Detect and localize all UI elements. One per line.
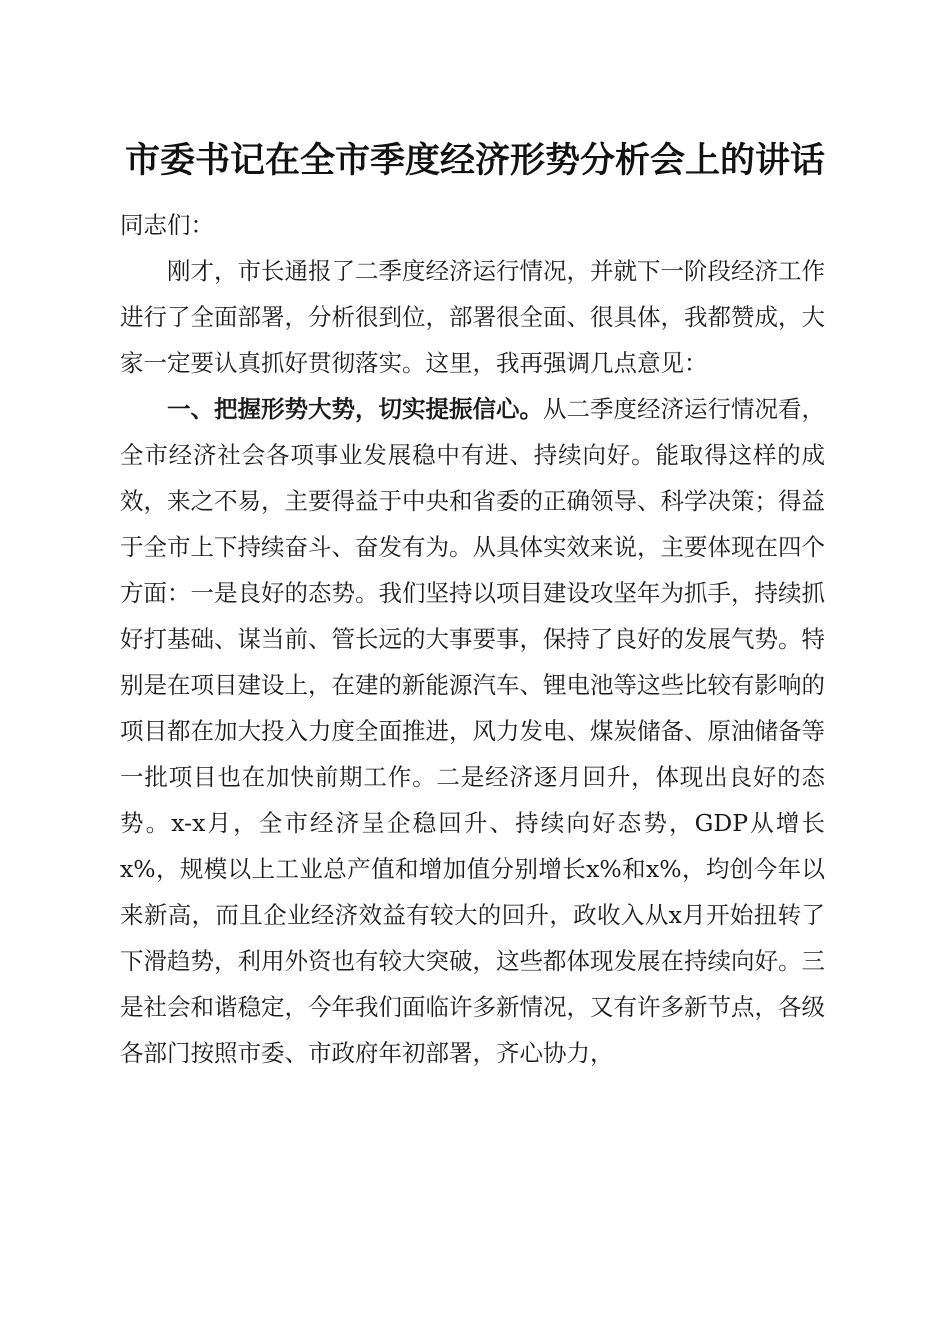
document-title: 市委书记在全市季度经济形势分析会上的讲话 — [124, 140, 825, 181]
section-1-body: 从二季度经济运行情况看，全市经济社会各项事业发展稳中有进、持续向好。能取得这样的成效，来之不易，主要得益于中央和省委的正确领导、科学决策；得益于全市上下持续奋斗、奋发有为。从具体实效来说，主要体现在四个方面：一是良好的态势。我们坚持以项目建设攻坚年为抓手，持续抓好打基础、谋当前、管长远的大事要事，保持了良好的发展气势。特别是在项目建设上，在建的新能源汽车、锂电池等这些比较有影响的项目都在加大投入力度全面推进，风力发电、煤炭储备、原油储备等一批项目也在加快前期工作。二是经济逐月回升，体现出良好的态势。x-x月，全市经济呈企稳回升、持续向好态势，GDP从增长x%，规模以上工业总产值和增加值分别增长x%和x%，均创今年以来新高，而且企业经济效益有较大的回升，政收入从x月开始扭转了下滑趋势，利用外资也有较大突破，这些都体现发展在持续向好。三是社会和谐稳定，今年我们面临许多新情况，又有许多新节点，各级各部门按照市委、市政府年初部署，齐心协力， — [120, 395, 825, 1067]
salutation: 同志们： — [120, 211, 214, 239]
paragraph-intro: 刚才，市长通报了二季度经济运行情况，并就下一阶段经济工作进行了全面部署，分析很到位，部署很全面、很具体，我都赞成，大家一定要认真抓好贯彻落实。这里，我再强调几点意见： — [120, 257, 825, 377]
document-body — [120, 202, 825, 1076]
paragraph-section-1 — [120, 386, 825, 1076]
section-1-heading: 一、把握形势大势，切实提振信心。 — [167, 395, 543, 423]
